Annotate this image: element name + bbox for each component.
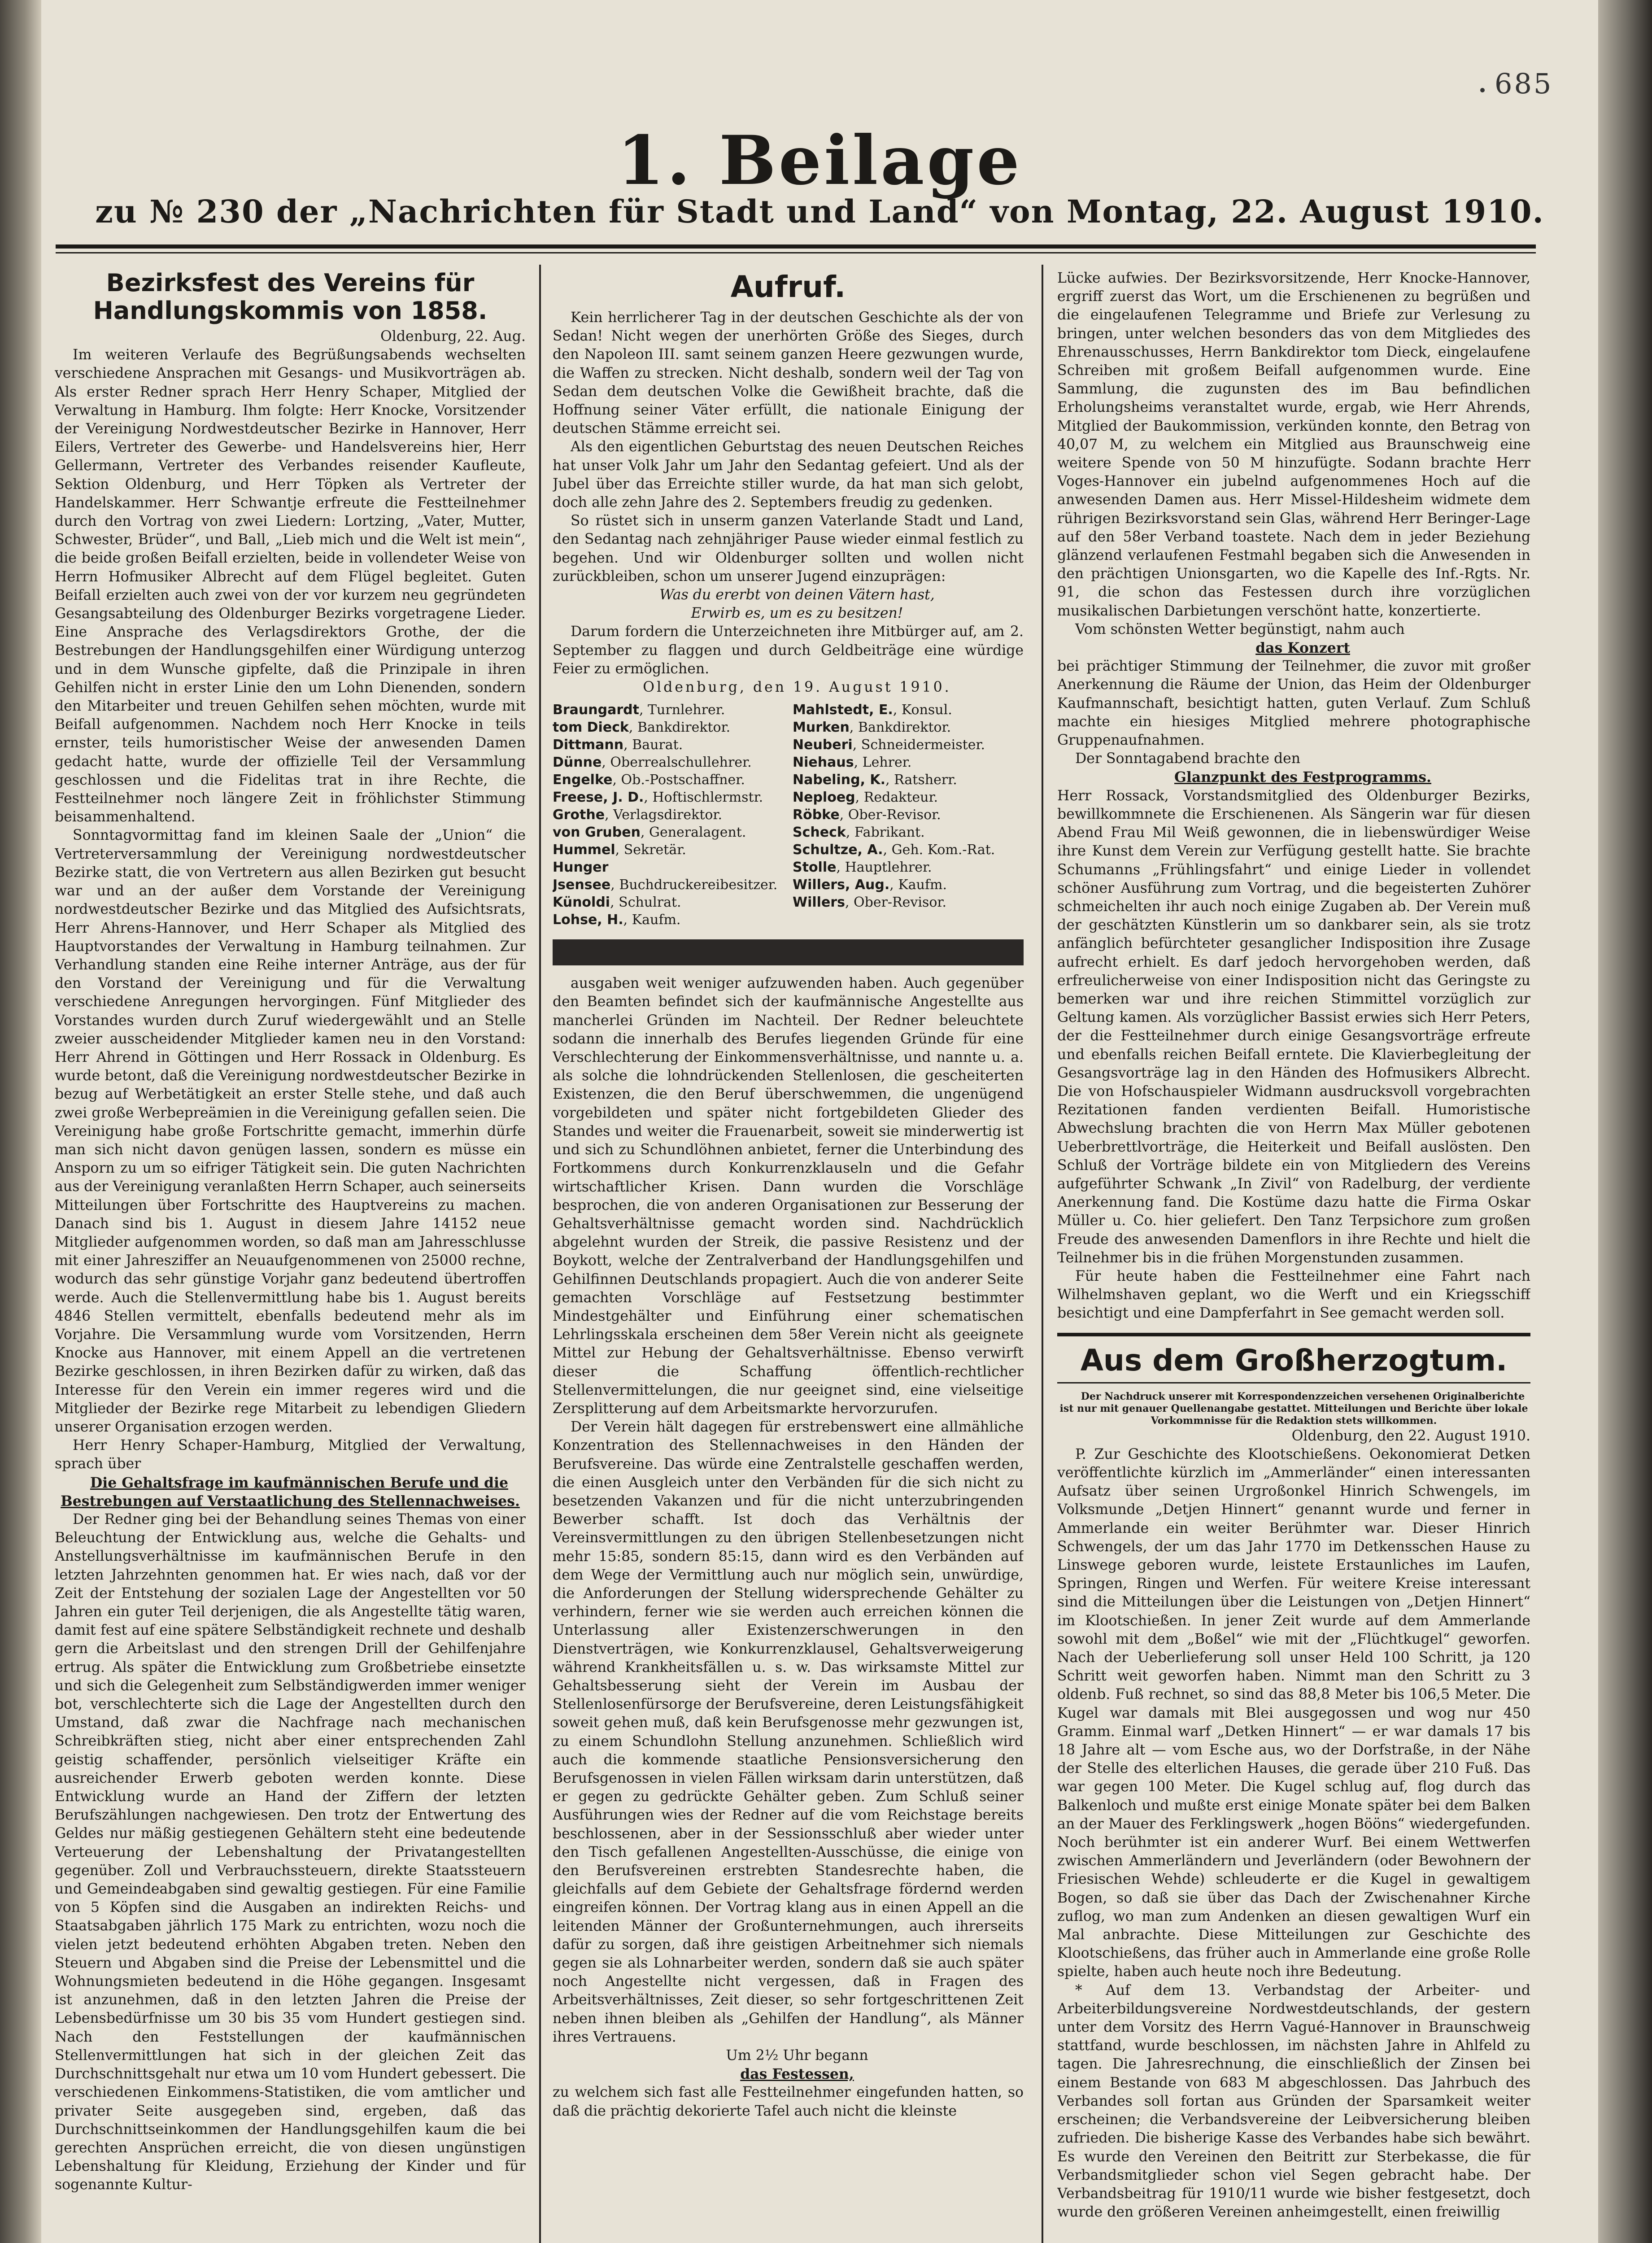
signatory-name: Engelke (553, 772, 613, 788)
signatory-role: Bankdirektor. (858, 720, 951, 736)
column-divider-2 (1042, 265, 1043, 2243)
signatory-role: Sekretär. (623, 842, 686, 858)
paragraph: Der Sonntagabend brachte den (1075, 751, 1301, 767)
signature-date: Oldenburg, den 19. August 1910. (643, 679, 951, 696)
signatory-name: Braungardt (553, 702, 639, 718)
signatory-role: Turnlehrer. (648, 702, 725, 718)
signatory-name: Röbke (793, 807, 840, 823)
paragraph: Darum fordern die Unterzeichneten ihre Mitbürger auf, am 2. September zu flaggen und durch Geldbeiträge eine würdige Feier zu ermöglichen. (553, 624, 1024, 677)
header-rule-thick (56, 244, 1536, 249)
signatory-role: Hauptlehrer. (845, 860, 932, 876)
signatory-role: Generalagent. (649, 825, 746, 841)
signatory-entry: Scheck, Fabrikant. (793, 825, 925, 841)
signatory-entry: Willers, Aug., Kaufm. (793, 877, 947, 893)
paragraph: Im weiteren Verlaufe des Begrüßungsabends wechselten verschiedene Ansprachen mit Gesangs- und Musikvorträgen ab. Als erster Redner sprach Herr Henry Schaper, Mitglied der Verwaltung in Hamburg. Ihm folgte: Herr Knocke, Vorsitzender der Vereinigung Nordwestdeutscher Bezirke in Hannover, Herr Eilers, Vertreter des Gewerbe- und Handelsvereins hier, Herr Gellermann, Vertreter des Verbandes reisender Kaufleute, Sektion Oldenburg, und Herr Töpken als Vertreter der Handelskammer. Herr Schwantje erfreute die Festteilnehmer durch den Vortrag von zwei Liedern: Lortzing, „Vater, Mutter, Schwester, Brüder“, und Ball, „Lieb mich und die Welt ist mein“, die beide großen Beifall erzielten, beide in vollendeter Weise von Herrn Hofmusiker Albrecht auf dem Flügel begleitet. Guten Beifall erzielten auch zwei von der vor kurzem neu gegründeten Gesangsabteilung des Oldenburger Bezirks vorgetragene Lieder. Eine Ansprache des Verlagsdirektors Grothe, der die Bestrebungen der Handlungsgehilfen einer Würdigung unterzog und in dem Wunsche gipfelte, daß die Prinzipale in ihren Gehilfen nicht in erster Linie den um Lohn Dienenden, sondern den Mitarbeiter und treuen Gehilfen sehen möchten, wurde mit Beifall aufgenommen. Nachdem noch Herr Knocke in teils ernster, teils humoristischer Weise der anwesenden Damen gedacht hatte, wurde der offizielle Teil der Versammlung geschlossen und die Fidelitas trat in ihre Rechte, die Festteilnehmer noch längere Zeit in fröhlichster Stimmung beisammenhaltend. (55, 347, 526, 825)
signatory-entry: Künoldi, Schulrat. (553, 895, 681, 911)
paragraph: * Auf dem 13. Verbandstag der Arbeiter- und Arbeiterbildungsvereine Nordwestdeutschlands, der gestern unter dem Vorsitz des Herrn Vagué-Hannover in Braunschweig stattfand, wurde beschlossen, im nächsten Jahre in Ahlfeld zu tagen. Die Jahresrechnung, die einschließlich der Zinsen bei einem Bestande von 683 M abgeschlossen. Das Jahrbuch des Verbandes soll fortan aus Gründen der Sparsamkeit weiter erscheinen; die Verbandsvereine der Leibversicherung bleiben zufrieden. Die bisherige Kasse des Verbandes habe sich bewährt. Es wurde den Vereinen den Beitritt zur Sterbekasse, die für Verbandsmitglieder schon viel Segen gebracht habe. Der Verbandsbeitrag für 1910/11 wurde wie bisher festgesetzt, doch wurde den größeren Vereinen anheimgestellt, einen freiwillig (1057, 1982, 1530, 2221)
signatory-entry: von Gruben, Generalagent. (553, 825, 746, 841)
supplement-subtitle: zu № 230 der „Nachrichten für Stadt und Land“ von Montag, 22. August 1910. (95, 193, 1544, 230)
signatory-name: Stolle (793, 860, 837, 876)
paragraph: Als den eigentlichen Geburtstag des neuen Deutschen Reiches hat unser Volk Jahr um Jahr den Sedantag gefeiert. Und als der Jubel über das Erreichte stiller wurde, da hat man sich gelobt, doch alle zehn Jahre des 2. Septembers freudig zu gedenken. (553, 439, 1024, 511)
signatory-entry: Nabeling, K., Ratsherr. (793, 772, 957, 788)
signatory-name: tom Dieck (553, 720, 629, 736)
signatory-entry: Jsensee, Buchdruckereibesitzer. (553, 877, 778, 893)
signatory-role: Fabrikant. (854, 825, 925, 841)
signatory-role: Kaufm. (632, 912, 681, 928)
signatory-role: Ober-Revisor. (848, 807, 941, 823)
article-title-bezirksfest: Bezirksfest des Vereins für Handlungskommis von 1858. (93, 269, 488, 325)
signatory-name: Dittmann (553, 737, 624, 753)
signatory-role: Bankdirektor. (637, 720, 731, 736)
signatory-role: Verlagsdirektor. (613, 807, 723, 823)
signatory-role: Schneidermeister. (861, 737, 985, 753)
book-binding-left (0, 0, 41, 2243)
signatory-name: Nabeling, K. (793, 772, 886, 788)
signatory-entry: Murken, Bankdirektor. (793, 720, 951, 736)
ink-dot (1480, 88, 1485, 92)
paragraph: Herr Henry Schaper-Hamburg, Mitglied der Verwaltung, sprach über (55, 1437, 526, 1472)
signatory-entry: Dittmann, Baurat. (553, 737, 683, 753)
dateline: Oldenburg, 22. Aug. (380, 328, 526, 345)
signatory-name: Willers (793, 895, 845, 911)
signatory-role: Lehrer. (862, 755, 912, 771)
signatory-name: Grothe (553, 807, 605, 823)
signatory-name: Neuberi (793, 737, 853, 753)
signatory-name: Willers, Aug. (793, 877, 890, 893)
supplement-title: 1. Beilage (617, 121, 1022, 200)
signatory-entry: Stolle, Hauptlehrer. (793, 860, 932, 876)
signatory-list (553, 701, 1024, 929)
paragraph: Der Redner ging bei der Behandlung seines Themas von einer Beleuchtung der Entwicklung aus, welche die Gehalts- und Anstellungsverhältnisse im kaufmännischen Berufe in den letzten Jahrzehnten genommen hat. Er wies nach, daß vor der Zeit der Entstehung der sozialen Lage der Angestellten vor 50 Jahren ein guter Teil derjenigen, die als Angestellte tätig waren, damit fest auf eine spätere Selbständigkeit rechnete und deshalb gern die Arbeitslast und den strengen Drill der Gehilfenjahre ertrug. Als später die Entwicklung zum Großbetriebe einsetzte und sich die Gelegenheit zum Selbständigwerden immer weniger bot, verschlechterte sich die Lage der Angestellten durch den Umstand, daß zwar die Nachfrage nach mechanischen Schreibkräften stieg, nicht aber einer entsprechenden Zahl geistig schaffender, persönlich vielseitiger Kräfte ein ausreichender Erwerb geboten werden konnte. Diese Entwicklung wurde an Hand der Ziffern der letzten Berufszählungen nachgewiesen. Den trotz der Entwertung des Geldes nur mäßig gestiegenen Gehältern steht eine bedeutende Verteuerung der Lebenshaltung der Privatangestellten gegenüber. Zoll und Verbrauchssteuern, direkte Staatssteuern und Gemeindeabgaben sind gewaltig gestiegen. Für eine Familie von 5 Köpfen sind die Ausgaben an indirekten Reichs- und Staatsabgaben jährlich 175 Mark zu entrichten, wozu noch die vielen jetzt bedeutend erhöhten Abgaben treten. Neben den Steuern und Abgaben sind die Preise der Lebensmittel und die Wohnungsmieten bedeutend in die Höhe gegangen. Insgesamt ist anzunehmen, daß in den letzten Jahren die Preise der Lebensbedürfnisse um 30 bis 35 vom Hundert gestiegen sind. Nach den Feststellungen der kaufmännischen Stellenvermittlungen hat sich in der gleichen Zeit das Durchschnittsgehalt nur etwa um 10 vom Hundert gebessert. Die verschiedenen Einkommens-Statistiken, die vom amtlicher und privater Seite ausgegeben sind, ergeben, daß das Durchschnittseinkommen der Handlungsgehilfen kaum die bei gerechten Ansprüchen erreicht, die von diesen ungünstigen Lebenshaltung für Kleidung, Erziehung der Kinder und für sogenannte Kultur- (55, 1511, 526, 2193)
signatory-role: Redakteur. (863, 790, 938, 806)
signatory-role: Buchdruckereibesitzer. (619, 877, 778, 893)
signatory-entry: Niehaus, Lehrer. (793, 755, 912, 771)
verse-line: Was du ererbt von deinen Vätern hast, (659, 587, 935, 603)
paragraph: So rüstet sich in unserm ganzen Vaterlande Stadt und Land, den Sedantag nach zehnjähriger Pause wieder einmal festlich zu begehen. Und wir Oldenburger sollten und wollen nicht zurückbleiben, schon um unserer Jugend einzuprägen: (553, 513, 1024, 585)
signatory-entry (793, 911, 1024, 929)
paragraph: Der Verein hält dagegen für erstrebenswert eine allmähliche Konzentration des Stellennachweises in den Händen der Berufsvereine. Das würde eine Zentralstelle geschaffen werden, die einen Ausgleich unter den Verbänden für die sich nicht zu besetzenden Vakanzen und für die nicht unterzubringenden Bewerber schafft. Ist doch das Verhältnis der Vereinsvermittlungen zu den übrigen Stellenbesetzungen nicht mehr 15:85, sondern 85:15, dann wird es den Verbänden auf dem Wege der Vermittlung auch nur möglich sein, unwürdige, die Anforderungen der Stellung widersprechende Gehälter zu verhindern, ferner wie sie werden auch erreichen können die Unterlassung aller Existenzerschwerungen in den Dienstverträgen, wie Konkurrenzklausel, Gehaltsverweigerung während Krankheitsfällen u. s. w. Das wirksamste Mittel zur Gehaltsbesserung sieht der Verein im Ausbau der Stellenlosenfürsorge der Berufsvereine, deren Leistungsfähigkeit soweit gehen muß, daß kein Berufsgenosse mehr gezwungen ist, zu einem Schundlohn Stellung anzunehmen. Schließlich wird auch die kommende staatliche Pensionsversicherung den Berufsgenossen in vielen Fällen wirksam darin unterstützen, daß er gegen zu gedrückte Gehälter geben. Zum Schluß seiner Ausführungen wies der Redner auf die vom Reichstage bereits beschlossenen, aber in der Sessionsschluß aber wieder unter den Tisch gefallenen Angestellten-Ausschüsse, die einige von den Berufsvereinen erstrebten Standesrechte haben, die gleichfalls auf dem Gebiete der Gehaltsfrage fördernd werden eingreifen können. Der Vortrag klang aus in einen Appell an die leitenden Männer der Großunternehmungen, auch ihrerseits dafür zu sorgen, daß ihre geistigen Arbeitnehmer sich niemals gegen sie als Lohnarbeiter werden, sondern daß sie auch später noch Angestellte nicht vergessen, daß in Fragen des Arbeitsverhältnisses, Zeit dieser, so sehr fortgeschrittenen Zeit neben ihnen bleiben als „Gehilfen der Handlung“, als Männer ihres Vertrauens. (553, 1419, 1024, 2045)
paragraph: Kein herrlicherer Tag in der deutschen Geschichte als der von Sedan! Nicht wegen der unerhörten Größe des Sieges, durch den Napoleon III. samt seinem ganzen Heere gezwungen wurde, die Waffen zu strecken. Nicht deshalb, sondern weil der Tag von Sedan dem deutschen Volke die Gewißheit brachte, daß die Hoffnung seiner Väter erfüllt, die nationale Einigung der deutschen Stämme erreicht sei. (553, 310, 1024, 437)
signatory-entry: Mahlstedt, E., Konsul. (793, 702, 952, 718)
signatory-role: Kaufm. (898, 877, 947, 893)
signatory-role: Baurat. (632, 737, 683, 753)
paragraph: bei prächtiger Stimmung der Teilnehmer, die zuvor mit großer Anerkennung die Räume der Union, das Heim der Oldenburger Kaufmannschaft, besichtigt hatten, guten Verlauf. Zum Schluß machte ein hiesiges Mitglied mehrere photographische Gruppenaufnahmen. (1057, 658, 1530, 749)
signatory-role: Konsul. (901, 702, 952, 718)
paragraph: Für heute haben die Festteilnehmer eine Fahrt nach Wilhelmshaven geplant, wo die Werft und ein Kriegsschiff besichtigt und eine Dampferfahrt in See gemacht werden soll. (1057, 1268, 1530, 1322)
signatory-entry: Freese, J. D., Hoftischlermstr. (553, 790, 763, 806)
signatory-name: Künoldi (553, 895, 610, 911)
signatory-name: Scheck (793, 825, 846, 841)
signatory-role: Ratsherr. (894, 772, 957, 788)
signatory-role: Hoftischlermstr. (652, 790, 763, 806)
signatory-role: Ober-Revisor. (854, 895, 946, 911)
signatory-entry: Braungardt, Turnlehrer. (553, 702, 725, 718)
signatory-name: Mahlstedt, E. (793, 702, 893, 718)
section-heading-konzert: das Konzert (1255, 640, 1350, 657)
header-rule-thin (56, 252, 1536, 253)
book-spine-right (1598, 0, 1652, 2243)
signatory-role: Schulrat. (619, 895, 681, 911)
signatory-name: Neploeg (793, 790, 855, 806)
verse-line: Erwirb es, um es zu besitzen! (691, 605, 903, 622)
signatory-name: von Gruben (553, 825, 641, 841)
signatory-name: Hunger (553, 860, 609, 876)
newspaper-page (41, 0, 1598, 2243)
signatory-name: Jsensee (553, 877, 611, 893)
section-title-grossherzogtum: Aus dem Großherzogtum. (1080, 1343, 1508, 1378)
signatory-role: Geh. Kom.-Rat. (891, 842, 995, 858)
signatory-entry: Grothe, Verlagsdirektor. (553, 807, 723, 823)
signatory-entry: Röbke, Ober-Revisor. (793, 807, 941, 823)
signatory-entry: Neuberi, Schneidermeister. (793, 737, 985, 753)
dateline: Oldenburg, den 22. August 1910. (1291, 1427, 1530, 1444)
paragraph-center: Um 2½ Uhr begann (726, 2047, 868, 2064)
signatory-entry: Schultze, A., Geh. Kom.-Rat. (793, 842, 995, 858)
signatory-entry: Engelke, Ob.-Postschaffner. (553, 772, 745, 788)
column-2 (553, 269, 1024, 2243)
signatory-name: Lohse, H. (553, 912, 623, 928)
paragraph: zu welchem sich fast alle Festteilnehmer eingefunden hatten, so daß die prächtig dekorierte Tafel auch nicht die kleinste (553, 2084, 1024, 2119)
paragraph: Vom schönsten Wetter begünstigt, nahm auch (1075, 621, 1405, 637)
signatory-name: Niehaus (793, 755, 854, 771)
column-1 (55, 269, 526, 2243)
signatory-entry: Willers, Ober-Revisor. (793, 895, 946, 911)
signatory-entry: Lohse, H., Kaufm. (553, 912, 681, 928)
paragraph: Sonntagvormittag fand im kleinen Saale der „Union“ die Vertreterversammlung der Vereinigung nordwestdeutscher Bezirke statt, die von Vertretern aus allen Bezirken gut besucht war und an der außer dem Vorstande der Vereinigung nordwestdeutscher Bezirke und das Mitglied des Aufsichtsrats, Herr Ahrens-Hannover, und Herr Schaper als Mitglied des Hauptvorstandes der Verwaltung in Hamburg teilnahmen. Zur Verhandlung standen eine Reihe interner Anträge, aus der für den Vorstand der Vereinigung und für die Verwaltung verschiedene Anregungen hervorgingen. Fünf Mitglieder des Vorstandes wurden durch Zuruf wiedergewählt und an Stelle zweier ausscheidender Mitglieder kamen neu in den Vorstand: Herr Ahrend in Göttingen und Herr Rossack in Oldenburg. Es wurde betont, daß die Vereinigung nordwestdeutscher Bezirke in bezug auf Werbetätigkeit an erster Stelle stehe, und daß auch zwei große Werbepreämien in die Vereinigung gefallen seien. Die Vereinigung habe große Fortschritte gemacht, immerhin dürfe man sich nicht davon genügen lassen, sondern es müsse ein Ansporn zu um so eifriger Tätigkeit sein. Die guten Nachrichten aus der Vereinigung veranlaßten Herrn Schaper, auch seinerseits Mitteilungen über Fortschritte des Hauptvereins zu machen. Danach sind bis 1. August in diesem Jahre 14152 neue Mitglieder aufgenommen worden, so daß man am Jahresschlusse mit einer Jahresziffer an Neuaufgenommenen von 25000 rechne, wodurch das sehr günstige Vorjahr ganz bedeutend übertroffen werde. Auch die Stellenvermittlung habe bis 1. August bereits 4846 Stellen vermittelt, ebenfalls bedeutend mehr als im Vorjahre. Die Versammlung wurde vom Vorsitzenden, Herrn Knocke aus Hannover, mit einem Appell an die vertretenen Bezirke geschlossen, in ihren Bezirken dafür zu wirken, daß das Interesse für den Verein ein immer regeres wird und die Mitglieder der Bezirke rege Mitarbeit zu lebendigen Gliedern unserer Organisation erzogen werden. (55, 827, 526, 1435)
signatory-entry (553, 859, 784, 876)
page-number: 685 (1495, 67, 1553, 100)
signatory-name: Hummel (553, 842, 615, 858)
signatory-entry: tom Dieck, Bankdirektor. (553, 720, 731, 736)
signatory-entry: Neploeg, Redakteur. (793, 790, 938, 806)
paragraph: ausgaben weit weniger aufzuwenden haben. Auch gegenüber den Beamten befindet sich der kaufmännische Angestellte aus mancherlei Gründen im Nachteil. Der Redner beleuchtete sodann die innerhalb des Berufes liegenden Gründe für eine Verschlechterung der Einkommensverhältnisse, und nannte u. a. als solche die lohndrückenden Stellenlosen, die gescheiterten Existenzen, die den Beruf überschwemmen, die ungenügend vorgebildeten und später nicht fortgebildeten Glieder des Standes und weiter die Frauenarbeit, soweit sie minderwertig ist und sich zu Schundlöhnen anbietet, ferner die Unterbindung des Fortkommens durch Konkurrenzklauseln und die Gefahr wirtschaftlicher Krisen. Dann wurden die Vorschläge besprochen, die von anderen Organisationen zur Besserung der Gehaltsverhältnisse gemacht worden sind. Nachdrücklich abgelehnt wurden der Streik, die passive Resistenz und der Boykott, welche der Zentralverband der Handlungsgehilfen und Gehilfinnen Deutschlands propagiert. Auch die von anderer Seite gemachten Vorschläge auf Festsetzung bestimmter Mindestgehälter und Einführung einer schematischen Lehrlingsskala erscheinen dem 58er Verein nicht als geeignete Mittel zur Hebung der Gehaltsverhältnisse. Ebenso verwirft dieser die Schaffung öffentlich-rechtlicher Stellenvermittelungen, die nur geeignet sind, eine vielseitige Zersplitterung auf dem Arbeitsmarkte hervorzurufen. (553, 975, 1024, 1417)
signatory-name: Dünne (553, 755, 602, 771)
paragraph: P. Zur Geschichte des Klootschießens. Oekonomierat Detken veröffentlichte kürzlich im „Ammerländer“ einen interessanten Aufsatz über seinen Urgroßonkel Hinrich Schwengels, im Volksmunde „Detjen Hinnert“ genannt wurde und ferner in Ammerlande ein weiter Berühmter war. Dieser Hinrich Schwengels, der um das Jahr 1770 im Detkensschen Hause zu Linswege geboren wurde, leistete Erstaunliches im Laufen, Springen, Ringen und Werfen. Für weitere Kreise interessant sind die Mitteilungen über die Leistungen von „Detjen Hinnert“ im Klootschießen. In jener Zeit wurde auf dem Ammerlande sowohl mit dem „Boßel“ wie mit der „Flüchtkugel“ geworfen. Nach der Ueberlieferung soll unser Held 100 Schritt, ja 120 Schritt weit geworfen haben. Nimmt man den Schritt zu 3 oldenb. Fuß rechnet, so sind das 88,8 Meter bis 106,5 Meter. Die Kugel war damals mit Blei ausgegossen und wog nur 450 Gramm. Einmal warf „Detken Hinnert“ — er war damals 17 bis 18 Jahre alt — vom Esche aus, wo der Dorfstraße, in der Nähe der Stelle des elterlichen Hauses, die gerade über 210 Fuß. Das war gegen 100 Meter. Die Kugel schlug auf, flog durch das Balkenloch und mußte erst einige Monate später bei dem Balken an der Mauer des Ferklingswerk „hogen Bööns“ wiedergefunden. Noch berühmter ist ein anderer Wurf. Bei einem Wettwerfen zwischen Ammerländern und Jeverländern (oder Bewohnern der Friesischen Wehde) schleuderte er die Kugel in gewaltigem Bogen, so daß sie über das Dach der Zwischenahner Kirche zuflog, wo man zum Andenken an diesen gewaltigen Wurf ein Mal anbrachte. Diese Mitteilungen zur Geschichte des Klootschießens, das früher auch in Ammerlande eine große Rolle spielte, haben auch heute noch ihre Bedeutung. (1057, 1446, 1530, 1980)
signatory-role: Ob.-Postschaffner. (621, 772, 745, 788)
black-separator-bar (553, 939, 1024, 965)
signatory-entry: Dünne, Oberrealschullehrer. (553, 755, 752, 771)
paragraph: Herr Rossack, Vorstandsmitglied des Oldenburger Bezirks, bewillkommnete die Erschienenen. Als Sängerin war für diesen Abend Frau Mil Weiß gewonnen, die in liebenswürdiger Weise ihre Kunst dem Verein zur Verfügung gestellt hatte. Sie brachte Schumanns „Frühlingsfahrt“ und einige Lieder in vollendet schöner Ausführung zum Vortrag, und die begeisterten Zuhörer schmeichelten ihr auch noch einige Zugaben ab. Der Verein muß der geschätzten Künstlerin um so dankbarer sein, als sie trotz anfänglich befürchteter gesanglicher Indisposition ihre Zusage aufrecht erhielt. Es darf jedoch hervorgehoben werden, daß erfreulicherweise von einer Indisposition nicht das Geringste zu bemerken war und ihre reichen Stimmittel vorzüglich zur Geltung kamen. Als vorzüglicher Bassist erwies sich Herr Peters, der die Festteilnehmer durch einige Gesangsvorträge erfreute und ebenfalls reichen Beifall erntete. Die Klavierbegleitung der Gesangsvorträge lag in den Händen des Hofmusikers Albrecht. Die von Hofschauspieler Widmann ausdrucksvoll vorgebrachten Rezitationen fanden verdienten Beifall. Humoristische Abwechslung brachten die von Herrn Max Müller gebotenen Ueberbrettlvorträge, die Heiterkeit und Beifall auslösten. Den Schluß der Vorträge bildete ein von Mitgliedern des Vereins aufgeführter Schwank „In Zivil“ von Radelburg, der verdiente Anerkennung fand. Die Kostüme dazu hatte die Firma Oskar Müller u. Co. hier geliefert. Den Tanz Terpsichore zum großen Freude des anwesenden Damenflors in ihre Rechte und hielt die Teilnehmer bis in die frühen Morgenstunden zusammen. (1057, 787, 1530, 1266)
article-title-aufruf: Aufruf. (730, 270, 846, 304)
signatory-name: Schultze, A. (793, 842, 883, 858)
signatory-name: Freese, J. D. (553, 790, 644, 806)
signatory-entry: Hummel, Sekretär. (553, 842, 686, 858)
section-heading-festessen: das Festessen, (740, 2066, 854, 2083)
signatory-role: Oberrealschullehrer. (610, 755, 752, 771)
column-3 (1057, 269, 1530, 2243)
signatory-name: Murken (793, 720, 850, 736)
paragraph: Lücke aufwies. Der Bezirksvorsitzende, Herr Knocke-Hannover, ergriff zuerst das Wort, um die Erschienenen zu begrüßen und die eingelaufenen Telegramme und Briefe zur Verlesung zu bringen, unter welchen besonders das von dem Mitgliedes des Ehrenausschusses, Herrn Bankdirektor tom Dieck, eingelaufene Schreiben mit großem Beifall aufgenommen wurde. Eine Sammlung, die zugunsten des im Bau befindlichen Erholungsheims veranstaltet wurde, ergab, wie Herr Ahrends, Mitglied der Baukommission, verkünden konnte, den Betrag von 40,07 M, zu welchem ein Mitglied aus Braunschweig eine weitere Spende von 50 M hinzufügte. Sodann brachte Herr Voges-Hannover ein jubelnd aufgenommenes Hoch auf die anwesenden Damen aus. Herr Missel-Hildesheim widmete dem rührigen Bezirksvorstand sein Glas, während Herr Beringer-Lage auf den 58er Verband toastete. Nach dem in jeder Beziehung glänzend verlaufenen Festmahl begaben sich die Anwesenden in den prächtigen Unionsgarten, wo die Kapelle des Inf.-Rgts. Nr. 91, die schon das Festessen durch ihre vorzüglichen musikalischen Darbietungen verschönt hatte, konzertierte. (1057, 270, 1530, 619)
section-heading-glanzpunkt: Glanzpunkt des Festprogramms. (1174, 769, 1431, 786)
reprint-notice: Der Nachdruck unserer mit Korrespondenzzeichen versehenen Originalberichte ist nur mit genauer Quellenangabe gestattet. Mitteilungen und Berichte über lokale Vorkommnisse für die Redaktion stets willkommen. (1059, 1390, 1528, 1427)
section-rule-thick (1057, 1333, 1530, 1336)
section-heading-gehaltsfrage: Die Gehaltsfrage im kaufmännischen Berufe und die Bestrebungen auf Verstaatlichung des Stellennachweises. (61, 1474, 520, 1510)
column-divider-1 (539, 265, 541, 2243)
section-rule-thin (1057, 1382, 1530, 1383)
